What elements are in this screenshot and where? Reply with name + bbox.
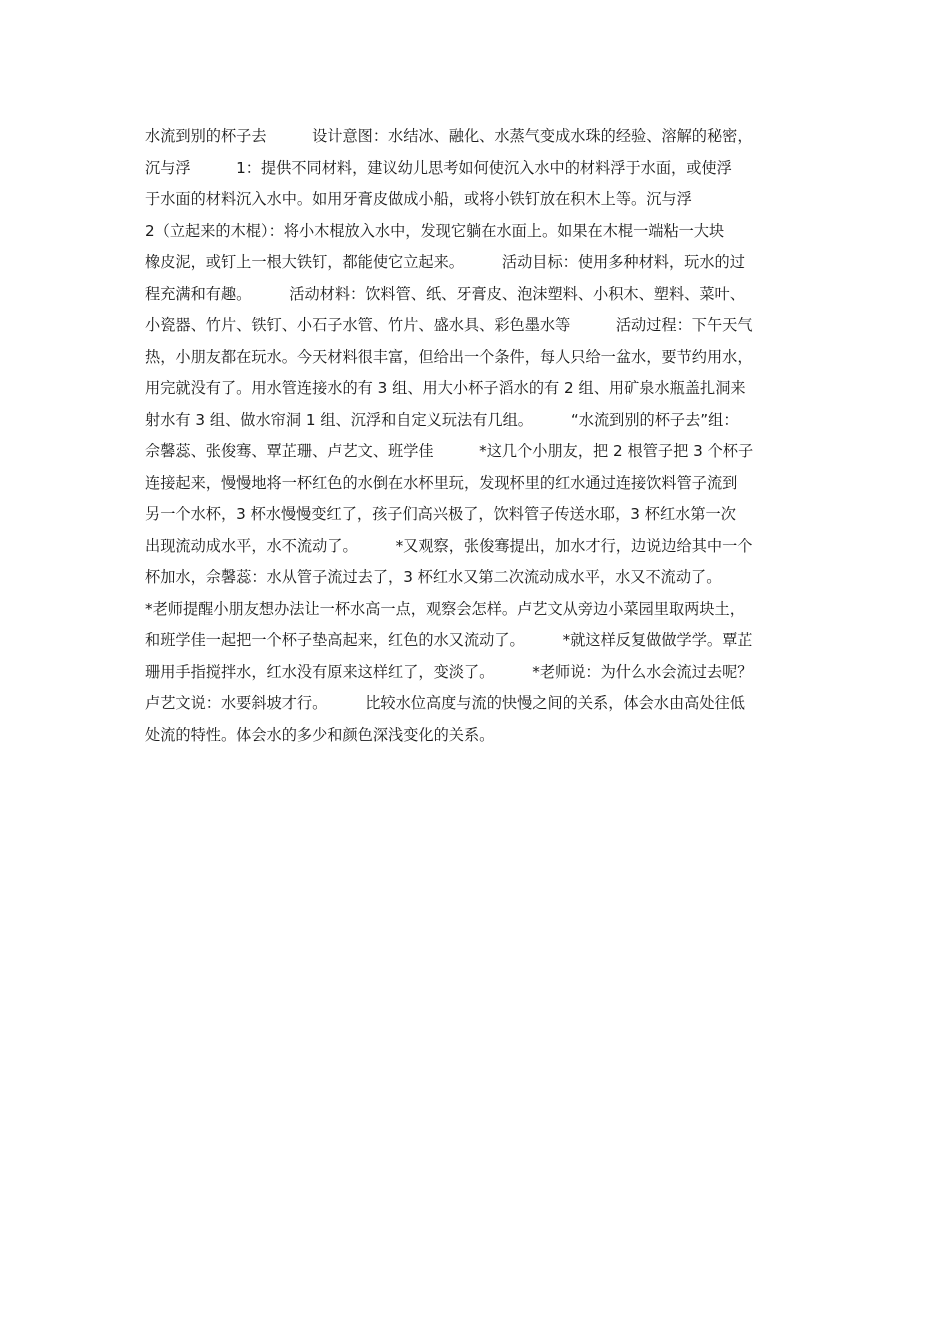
text-line: 2（立起来的木棍）：将小木棍放入水中，发现它躺在水面上。如果在木棍一端粘一大块 (145, 221, 725, 240)
document-body (145, 121, 810, 751)
text-line: *老师提醒小朋友想办法让一杯水高一点，观察会怎样。卢艺文从旁边小菜园里取两块土， (145, 599, 745, 618)
text-line: 另一个水杯，3 杯水慢慢变红了，孩子们高兴极了，饮料管子传送水耶，3 杯红水第一次 (145, 505, 736, 523)
text-line: 于水面的材料沉入水中。如用牙膏皮做成小船，或将小铁钉放在积木上等。沉与浮 (145, 190, 692, 208)
text-line: 处流的特性。体会水的多少和颜色深浅变化的关系。 (145, 725, 495, 744)
text-line: 用完就没有了。用水管连接水的有 3 组、用大小杯子滔水的有 2 组、用矿泉水瓶盖扎洞来 (145, 379, 746, 397)
text-line: 珊用手指搅拌水，红水没有原来这样红了，变淡了。 *老师说：为什么水会流过去呢？ (145, 662, 753, 681)
text-line: 热，小朋友都在玩水。今天材料很丰富，但给出一个条件，每人只给一盆水，要节约用水， (145, 347, 753, 366)
text-line: 杯加水，佘馨蕊：水从管子流过去了，3 杯红水又第二次流动成水平，水又不流动了。 (145, 568, 722, 586)
text-line: 水流到别的杯子去 设计意图：水结冰、融化、水蒸气变成水珠的经验、溶解的秘密， (145, 127, 753, 145)
text-line: 小瓷器、竹片、铁钉、小石子水管、竹片、盛水具、彩色墨水等 活动过程：下午天气 (145, 316, 753, 334)
text-line: 连接起来，慢慢地将一杯红色的水倒在水杯里玩，发现杯里的红水通过连接饮料管子流到 (145, 473, 738, 492)
text-line: 出现流动成水平，水不流动了。 *又观察，张俊骞提出，加水才行，边说边给其中一个 (145, 536, 753, 555)
text-line: 卢艺文说：水要斜坡才行。 比较水位高度与流的快慢之间的关系，体会水由高处往低 (145, 694, 745, 712)
text-line: 沉与浮 1：提供不同材料，建议幼儿思考如何使沉入水中的材料浮于水面，或使浮 (145, 158, 732, 177)
text-line: 射水有 3 组、做水帘洞 1 组、沉浮和自定义玩法有几组。 “水流到别的杯子去”组： (145, 410, 739, 429)
text-line: 橡皮泥，或钉上一根大铁钉，都能使它立起来。 活动目标：使用多种材料，玩水的过 (145, 253, 745, 271)
text-line: 程充满和有趣。 活动材料：饮料管、纸、牙膏皮、泡沫塑料、小积木、塑料、菜叶、 (145, 284, 745, 303)
text-line: 佘馨蕊、张俊骞、覃芷珊、卢艺文、班学佳 *这几个小朋友，把 2 根管子把 3 个杯子 (145, 442, 754, 460)
text-line: 和班学佳一起把一个杯子垫高起来，红色的水又流动了。 *就这样反复做做学学。覃芷 (145, 631, 753, 649)
